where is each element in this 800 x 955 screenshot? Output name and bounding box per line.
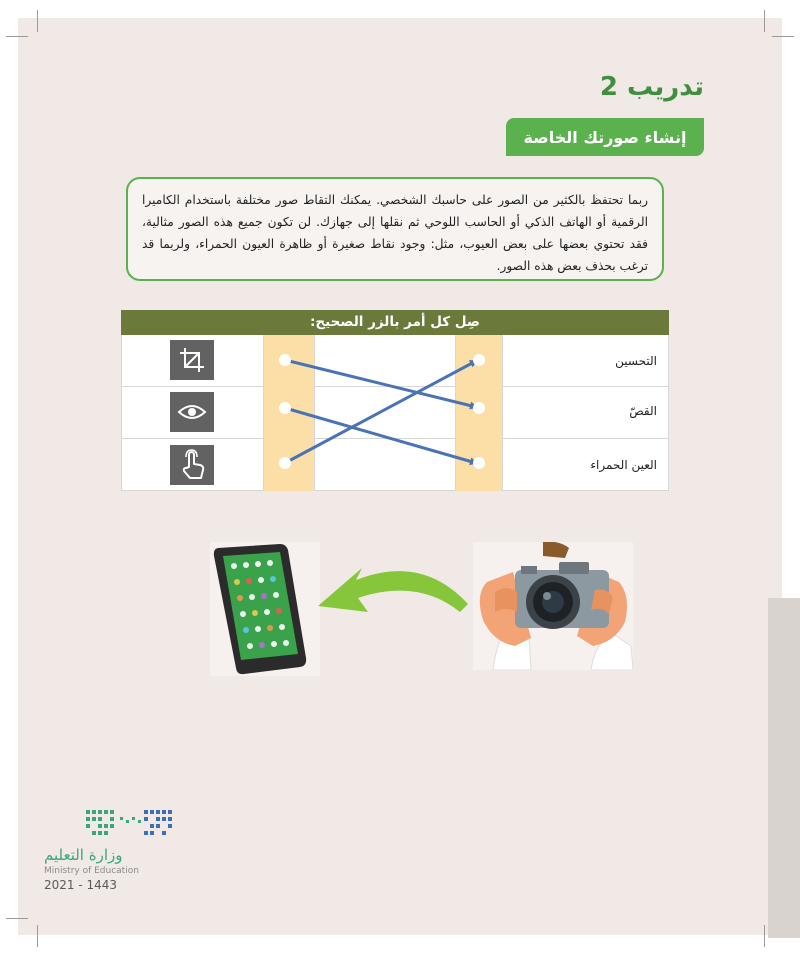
crop-mark (37, 925, 38, 947)
crop-mark (764, 925, 765, 947)
command-label: القصّ (629, 404, 657, 418)
camera-illustration (473, 542, 633, 670)
exercise-title: تدريب 2 (599, 72, 704, 102)
match-dot (473, 354, 485, 366)
match-dot (279, 457, 291, 469)
crop-mark (6, 36, 28, 37)
command-label: العين الحمراء (590, 458, 657, 472)
ministry-name-en: Ministry of Education (44, 866, 139, 876)
section-banner-label: إنشاء صورتك الخاصة (523, 127, 687, 147)
edition-year: 2021 - 1443 (44, 878, 118, 892)
crop-mark (764, 10, 765, 32)
match-instruction: صِل كل أمر بالزر الصحيح: (121, 310, 669, 335)
match-grid (121, 335, 669, 491)
side-tab (768, 598, 800, 938)
connecting-lines (121, 335, 669, 491)
ministry-logo-icon (44, 808, 176, 840)
smartphone-illustration (210, 542, 320, 676)
command-label: التحسين (615, 354, 657, 368)
crop-mark (6, 918, 28, 919)
match-dot (279, 402, 291, 414)
section-banner (506, 118, 704, 156)
match-dot (279, 354, 291, 366)
crop-mark (37, 10, 38, 32)
crop-mark (772, 36, 794, 37)
info-paragraph: ربما تحتفظ بالكثير من الصور على حاسبك الشخصي. يمكنك التقاط صور مختلفة باستخدام الكاميرا الرقمية أو الهاتف الذكي أو الحاسب اللوحي ثم نقلها إلى جهازك. لن تكون جميع هذه الصور مثالية، فقد تحتوي بعضها على بعض العيوب، مثل: وجود نقاط صغيرة أو ظاهرة العيون الحمراء، ولربما قد ترغب بحذف بعض هذه الصور. (126, 177, 664, 281)
arrow-icon (312, 552, 472, 622)
ministry-name-ar: وزارة التعليم (44, 846, 123, 864)
match-dot (473, 402, 485, 414)
match-dot (473, 457, 485, 469)
